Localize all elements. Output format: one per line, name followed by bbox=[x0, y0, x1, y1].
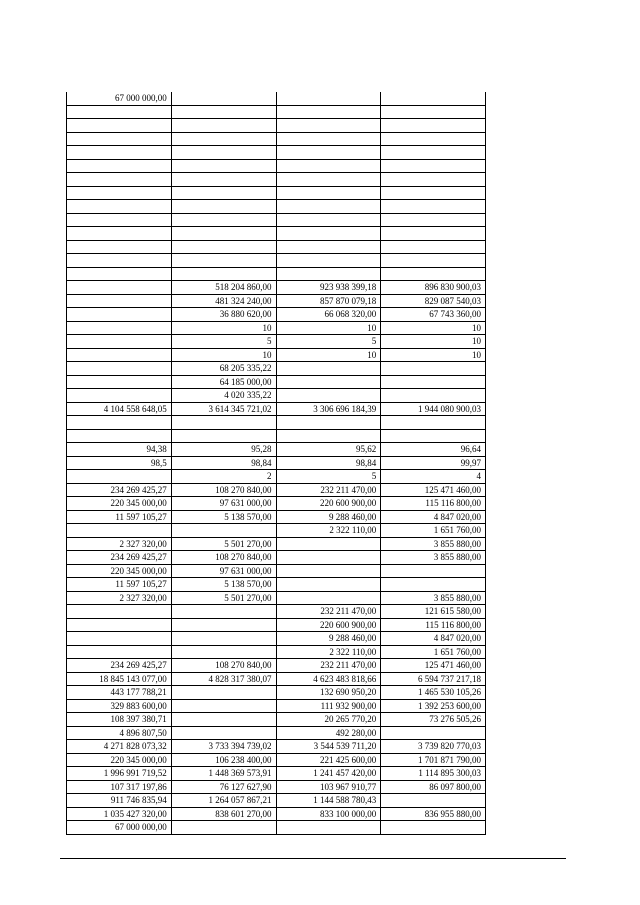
table-cell: 11 597 105,27 bbox=[67, 510, 172, 524]
table-cell bbox=[171, 267, 276, 281]
table-row bbox=[67, 240, 486, 254]
table-row bbox=[67, 794, 486, 808]
table-cell: 220 600 900,00 bbox=[276, 618, 381, 632]
table-cell bbox=[276, 132, 381, 146]
table-cell bbox=[67, 173, 172, 187]
table-cell bbox=[171, 213, 276, 227]
table-cell bbox=[67, 281, 172, 295]
table-cell bbox=[276, 429, 381, 443]
table-row bbox=[67, 227, 486, 241]
table-cell: 98,84 bbox=[171, 456, 276, 470]
table-cell bbox=[381, 213, 486, 227]
table-cell bbox=[276, 375, 381, 389]
table-cell: 481 324 240,00 bbox=[171, 294, 276, 308]
table-cell bbox=[381, 254, 486, 268]
table-cell: 10 bbox=[276, 348, 381, 362]
table-cell: 1 465 530 105,26 bbox=[381, 686, 486, 700]
table-row bbox=[67, 186, 486, 200]
table-cell: 108 270 840,00 bbox=[171, 551, 276, 565]
table-cell bbox=[67, 335, 172, 349]
table-cell bbox=[67, 524, 172, 538]
table-cell: 10 bbox=[171, 348, 276, 362]
table-cell: 96,64 bbox=[381, 443, 486, 457]
table-cell bbox=[381, 564, 486, 578]
table-cell: 1 944 080 900,03 bbox=[381, 402, 486, 416]
table-cell bbox=[276, 92, 381, 105]
table-row bbox=[67, 389, 486, 403]
table-cell bbox=[171, 159, 276, 173]
table-cell: 838 601 270,00 bbox=[171, 807, 276, 821]
table-cell: 121 615 580,00 bbox=[381, 605, 486, 619]
table-cell bbox=[276, 159, 381, 173]
table-cell: 234 269 425,27 bbox=[67, 551, 172, 565]
table-cell: 95,28 bbox=[171, 443, 276, 457]
table-cell: 95,62 bbox=[276, 443, 381, 457]
table-cell: 67 000 000,00 bbox=[67, 92, 172, 105]
table-cell bbox=[67, 618, 172, 632]
table-cell: 20 265 770,20 bbox=[276, 713, 381, 727]
table-row bbox=[67, 470, 486, 484]
table-cell: 1 144 588 780,43 bbox=[276, 794, 381, 808]
table-cell bbox=[276, 578, 381, 592]
data-table bbox=[66, 92, 486, 835]
table-cell: 1 448 369 573,91 bbox=[171, 767, 276, 781]
table-cell bbox=[171, 173, 276, 187]
table-cell bbox=[171, 132, 276, 146]
table-cell bbox=[381, 186, 486, 200]
table-cell: 4 271 828 073,32 bbox=[67, 740, 172, 754]
table-cell: 86 097 800,00 bbox=[381, 780, 486, 794]
table-cell: 3 739 820 770,03 bbox=[381, 740, 486, 754]
table-row bbox=[67, 551, 486, 565]
table-row bbox=[67, 537, 486, 551]
table-row bbox=[67, 753, 486, 767]
table-cell bbox=[67, 159, 172, 173]
table-cell: 5 bbox=[276, 335, 381, 349]
table-row bbox=[67, 105, 486, 119]
table-cell bbox=[67, 308, 172, 322]
table-cell: 66 068 320,00 bbox=[276, 308, 381, 322]
table-cell: 911 746 835,94 bbox=[67, 794, 172, 808]
table-cell: 107 317 197,86 bbox=[67, 780, 172, 794]
table-cell bbox=[67, 119, 172, 133]
table-row bbox=[67, 699, 486, 713]
table-cell: 836 955 880,00 bbox=[381, 807, 486, 821]
table-row bbox=[67, 200, 486, 214]
table-cell: 1 114 895 300,03 bbox=[381, 767, 486, 781]
table-cell: 2 bbox=[171, 470, 276, 484]
table-cell: 2 327 320,00 bbox=[67, 591, 172, 605]
table-cell bbox=[381, 92, 486, 105]
table-cell bbox=[67, 416, 172, 430]
table-cell bbox=[67, 200, 172, 214]
table-row bbox=[67, 591, 486, 605]
table-cell: 829 087 540,03 bbox=[381, 294, 486, 308]
table-cell bbox=[276, 227, 381, 241]
table-cell: 3 855 880,00 bbox=[381, 537, 486, 551]
table-row bbox=[67, 740, 486, 754]
table-cell bbox=[381, 362, 486, 376]
table-cell bbox=[171, 821, 276, 835]
table-cell bbox=[67, 227, 172, 241]
table-cell: 857 870 079,18 bbox=[276, 294, 381, 308]
table-cell: 67 743 360,00 bbox=[381, 308, 486, 322]
table-cell: 76 127 627,90 bbox=[171, 780, 276, 794]
table-cell: 1 241 457 420,00 bbox=[276, 767, 381, 781]
table-row bbox=[67, 173, 486, 187]
table-cell: 98,5 bbox=[67, 456, 172, 470]
table-cell bbox=[67, 375, 172, 389]
table-cell: 220 345 000,00 bbox=[67, 753, 172, 767]
table-cell bbox=[276, 551, 381, 565]
table-cell: 896 830 900,03 bbox=[381, 281, 486, 295]
table-cell: 518 204 860,00 bbox=[171, 281, 276, 295]
table-cell: 232 211 470,00 bbox=[276, 605, 381, 619]
table-cell bbox=[276, 254, 381, 268]
table-cell: 3 544 539 711,20 bbox=[276, 740, 381, 754]
table-cell bbox=[381, 375, 486, 389]
table-cell: 4 bbox=[381, 470, 486, 484]
table-cell: 2 322 110,00 bbox=[276, 645, 381, 659]
table-row bbox=[67, 335, 486, 349]
table-cell bbox=[67, 321, 172, 335]
table-cell bbox=[67, 240, 172, 254]
table-row bbox=[67, 429, 486, 443]
table-cell: 97 631 000,00 bbox=[171, 497, 276, 511]
table-row bbox=[67, 672, 486, 686]
table-cell bbox=[171, 240, 276, 254]
table-cell bbox=[381, 200, 486, 214]
table-row bbox=[67, 686, 486, 700]
table-cell: 5 138 570,00 bbox=[171, 578, 276, 592]
table-row bbox=[67, 578, 486, 592]
table-cell bbox=[171, 605, 276, 619]
table-cell: 220 600 900,00 bbox=[276, 497, 381, 511]
table-cell: 99,97 bbox=[381, 456, 486, 470]
table-cell: 3 614 345 721,02 bbox=[171, 402, 276, 416]
table-cell: 4 020 335,22 bbox=[171, 389, 276, 403]
table-cell: 18 845 143 077,00 bbox=[67, 672, 172, 686]
table-cell bbox=[381, 105, 486, 119]
table-cell: 3 855 880,00 bbox=[381, 591, 486, 605]
table-row bbox=[67, 375, 486, 389]
table-cell bbox=[381, 146, 486, 160]
table-row bbox=[67, 159, 486, 173]
table-cell bbox=[67, 267, 172, 281]
table-cell: 329 883 600,00 bbox=[67, 699, 172, 713]
table-cell bbox=[67, 389, 172, 403]
table-row bbox=[67, 713, 486, 727]
table-cell: 10 bbox=[381, 348, 486, 362]
table-cell bbox=[67, 294, 172, 308]
table-cell: 98,84 bbox=[276, 456, 381, 470]
table-cell bbox=[276, 240, 381, 254]
table-row bbox=[67, 510, 486, 524]
table-cell bbox=[67, 132, 172, 146]
table-row bbox=[67, 780, 486, 794]
table-cell bbox=[276, 146, 381, 160]
table-cell bbox=[67, 632, 172, 646]
table-cell bbox=[276, 564, 381, 578]
table-cell bbox=[171, 186, 276, 200]
table-cell: 4 847 020,00 bbox=[381, 632, 486, 646]
table-cell: 5 bbox=[171, 335, 276, 349]
table-cell: 492 280,00 bbox=[276, 726, 381, 740]
table-cell: 232 211 470,00 bbox=[276, 483, 381, 497]
table-cell: 64 185 000,00 bbox=[171, 375, 276, 389]
table-cell bbox=[171, 699, 276, 713]
table-row bbox=[67, 605, 486, 619]
table-row bbox=[67, 659, 486, 673]
table-cell: 9 288 460,00 bbox=[276, 632, 381, 646]
table-cell bbox=[171, 618, 276, 632]
table-cell: 220 345 000,00 bbox=[67, 564, 172, 578]
table-row bbox=[67, 362, 486, 376]
table-cell: 108 397 380,71 bbox=[67, 713, 172, 727]
table-cell: 1 035 427 320,00 bbox=[67, 807, 172, 821]
table-cell: 9 288 460,00 bbox=[276, 510, 381, 524]
table-cell bbox=[276, 119, 381, 133]
table-cell: 115 116 800,00 bbox=[381, 497, 486, 511]
table-cell bbox=[381, 416, 486, 430]
table-cell bbox=[381, 429, 486, 443]
table-row bbox=[67, 92, 486, 105]
table-cell bbox=[67, 605, 172, 619]
table-cell bbox=[67, 186, 172, 200]
table-cell bbox=[171, 416, 276, 430]
table-cell bbox=[171, 686, 276, 700]
table-cell bbox=[276, 173, 381, 187]
table-cell bbox=[67, 362, 172, 376]
table-cell: 5 bbox=[276, 470, 381, 484]
table-cell bbox=[276, 213, 381, 227]
table-row bbox=[67, 119, 486, 133]
table-cell bbox=[276, 186, 381, 200]
table-cell: 10 bbox=[276, 321, 381, 335]
table-row bbox=[67, 645, 486, 659]
table-cell: 5 501 270,00 bbox=[171, 591, 276, 605]
table-cell bbox=[276, 267, 381, 281]
table-cell bbox=[381, 267, 486, 281]
table-cell: 4 847 020,00 bbox=[381, 510, 486, 524]
table-cell: 3 855 880,00 bbox=[381, 551, 486, 565]
table-cell: 132 690 950,20 bbox=[276, 686, 381, 700]
table-row bbox=[67, 497, 486, 511]
table-cell: 1 264 057 867,21 bbox=[171, 794, 276, 808]
table-cell: 220 345 000,00 bbox=[67, 497, 172, 511]
table-cell: 115 116 800,00 bbox=[381, 618, 486, 632]
table-cell: 6 594 737 217,18 bbox=[381, 672, 486, 686]
table-row bbox=[67, 146, 486, 160]
table-cell bbox=[276, 389, 381, 403]
table-cell bbox=[381, 821, 486, 835]
table-cell bbox=[381, 173, 486, 187]
table-row bbox=[67, 267, 486, 281]
table-cell: 443 177 788,21 bbox=[67, 686, 172, 700]
table-cell bbox=[381, 389, 486, 403]
table-cell: 73 276 505,26 bbox=[381, 713, 486, 727]
table-row bbox=[67, 281, 486, 295]
table-cell bbox=[171, 227, 276, 241]
table-cell bbox=[67, 146, 172, 160]
table-cell bbox=[381, 227, 486, 241]
table-cell: 1 996 991 719,52 bbox=[67, 767, 172, 781]
table-row bbox=[67, 821, 486, 835]
table-row bbox=[67, 632, 486, 646]
table-cell bbox=[381, 794, 486, 808]
table-cell: 234 269 425,27 bbox=[67, 483, 172, 497]
table-cell: 36 880 620,00 bbox=[171, 308, 276, 322]
table-cell bbox=[171, 713, 276, 727]
table-cell bbox=[381, 240, 486, 254]
table-cell: 3 306 696 184,39 bbox=[276, 402, 381, 416]
table-cell bbox=[276, 200, 381, 214]
table-cell bbox=[171, 632, 276, 646]
table-cell bbox=[171, 524, 276, 538]
table-cell bbox=[171, 105, 276, 119]
table-cell: 1 392 253 600,00 bbox=[381, 699, 486, 713]
table-cell: 1 701 871 790,00 bbox=[381, 753, 486, 767]
table-cell: 125 471 460,00 bbox=[381, 483, 486, 497]
table-row bbox=[67, 132, 486, 146]
table-row bbox=[67, 564, 486, 578]
table-cell: 2 327 320,00 bbox=[67, 537, 172, 551]
data-table-body bbox=[67, 92, 486, 834]
table-cell: 108 270 840,00 bbox=[171, 659, 276, 673]
table-cell bbox=[67, 429, 172, 443]
table-row bbox=[67, 456, 486, 470]
table-cell: 125 471 460,00 bbox=[381, 659, 486, 673]
table-cell: 2 322 110,00 bbox=[276, 524, 381, 538]
table-row bbox=[67, 524, 486, 538]
table-cell bbox=[276, 591, 381, 605]
table-cell bbox=[276, 416, 381, 430]
table-cell: 1 651 760,00 bbox=[381, 524, 486, 538]
table-cell: 94,38 bbox=[67, 443, 172, 457]
table-cell: 108 270 840,00 bbox=[171, 483, 276, 497]
table-cell: 10 bbox=[381, 335, 486, 349]
table-cell bbox=[171, 254, 276, 268]
table-cell bbox=[381, 119, 486, 133]
table-cell: 10 bbox=[171, 321, 276, 335]
table-cell: 97 631 000,00 bbox=[171, 564, 276, 578]
table-cell bbox=[67, 105, 172, 119]
table-cell: 5 138 570,00 bbox=[171, 510, 276, 524]
table-row bbox=[67, 402, 486, 416]
table-cell bbox=[171, 119, 276, 133]
table-cell bbox=[276, 821, 381, 835]
table-cell bbox=[67, 254, 172, 268]
page-bottom-rule bbox=[60, 858, 566, 859]
table-cell: 106 238 400,00 bbox=[171, 753, 276, 767]
table-row bbox=[67, 807, 486, 821]
table-cell bbox=[171, 429, 276, 443]
table-row bbox=[67, 726, 486, 740]
table-cell: 221 425 600,00 bbox=[276, 753, 381, 767]
table-row bbox=[67, 308, 486, 322]
table-cell: 4 623 483 818,66 bbox=[276, 672, 381, 686]
table-cell: 67 000 000,00 bbox=[67, 821, 172, 835]
table-cell bbox=[67, 348, 172, 362]
table-cell bbox=[381, 726, 486, 740]
table-row bbox=[67, 213, 486, 227]
table-cell bbox=[67, 213, 172, 227]
table-cell bbox=[171, 645, 276, 659]
table-cell: 10 bbox=[381, 321, 486, 335]
table-cell: 11 597 105,27 bbox=[67, 578, 172, 592]
table-row bbox=[67, 416, 486, 430]
table-cell: 232 211 470,00 bbox=[276, 659, 381, 673]
table-cell: 68 205 335,22 bbox=[171, 362, 276, 376]
table-cell bbox=[381, 159, 486, 173]
table-row bbox=[67, 767, 486, 781]
table-cell bbox=[276, 537, 381, 551]
table-cell: 3 733 394 739,02 bbox=[171, 740, 276, 754]
table-cell: 833 100 000,00 bbox=[276, 807, 381, 821]
table-cell bbox=[381, 578, 486, 592]
table-cell: 234 269 425,27 bbox=[67, 659, 172, 673]
table-row bbox=[67, 348, 486, 362]
table-cell bbox=[171, 726, 276, 740]
table-cell bbox=[276, 105, 381, 119]
table-row bbox=[67, 321, 486, 335]
table-cell bbox=[171, 200, 276, 214]
table-cell: 103 967 910,77 bbox=[276, 780, 381, 794]
table-row bbox=[67, 294, 486, 308]
table-cell: 1 651 760,00 bbox=[381, 645, 486, 659]
table-cell bbox=[171, 146, 276, 160]
table-cell: 4 896 807,50 bbox=[67, 726, 172, 740]
table-row bbox=[67, 254, 486, 268]
table-cell bbox=[67, 645, 172, 659]
table-cell bbox=[171, 92, 276, 105]
table-row bbox=[67, 618, 486, 632]
table-cell bbox=[276, 362, 381, 376]
table-row bbox=[67, 443, 486, 457]
table-cell: 4 104 558 648,05 bbox=[67, 402, 172, 416]
data-table-container bbox=[66, 92, 485, 835]
table-cell: 5 501 270,00 bbox=[171, 537, 276, 551]
table-row bbox=[67, 483, 486, 497]
table-cell: 111 932 900,00 bbox=[276, 699, 381, 713]
table-cell bbox=[381, 132, 486, 146]
table-cell bbox=[67, 470, 172, 484]
table-cell: 923 938 399,18 bbox=[276, 281, 381, 295]
table-cell: 4 828 317 380,07 bbox=[171, 672, 276, 686]
